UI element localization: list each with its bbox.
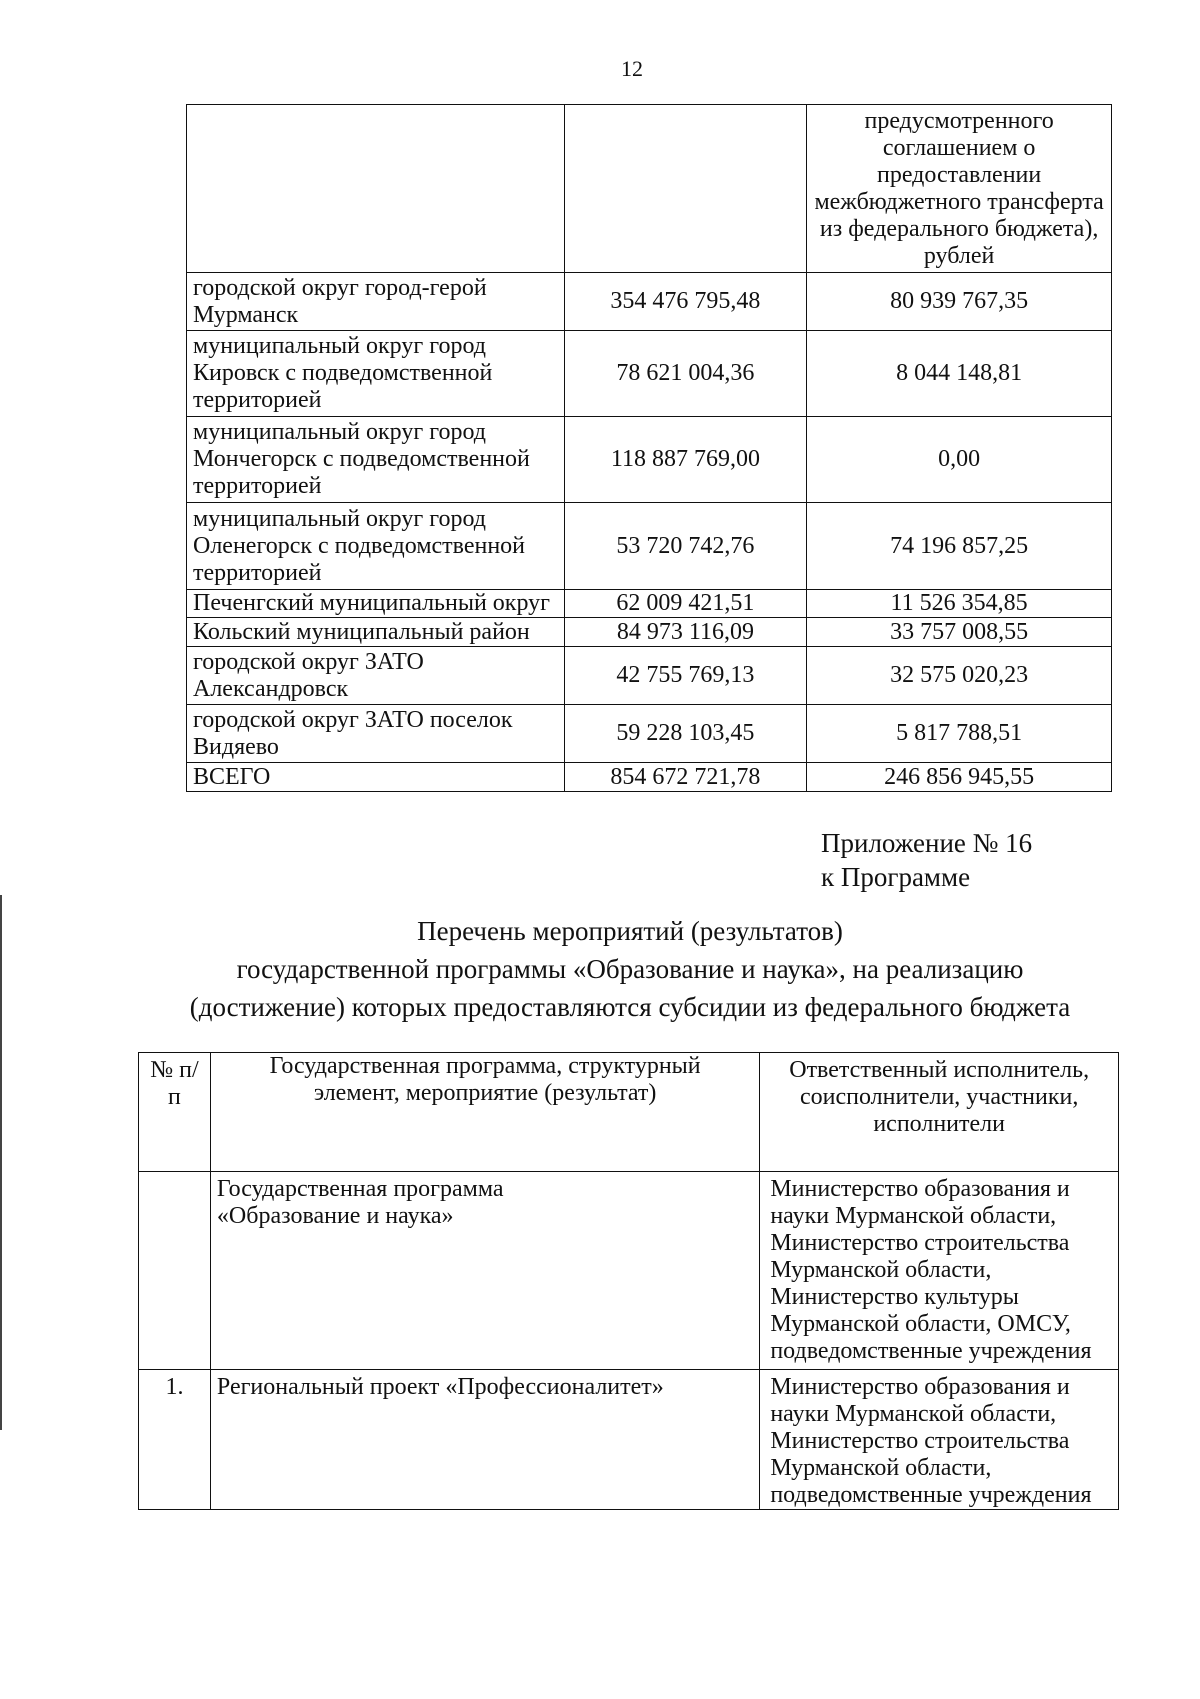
scan-artifact-line (0, 895, 2, 1430)
total-amount-2: 246 856 945,55 (807, 763, 1112, 792)
header-cell-empty (564, 105, 807, 273)
title-line: (достижение) которых предоставляются субсидии из федерального бюджета (189, 992, 1071, 1022)
total-amount-1: 854 672 721,78 (564, 763, 807, 792)
table-row (187, 618, 1112, 647)
municipality-name: городской округ ЗАТО Александровск (187, 647, 565, 705)
municipality-name: Печенгский муниципальный округ (187, 590, 565, 618)
page-number: 12 (621, 56, 643, 81)
activities-table (138, 1052, 1119, 1510)
municipality-name: муниципальный округ город Оленегорск с подведомственной территорией (187, 503, 565, 590)
appendix-number: Приложение № 16 (821, 828, 1033, 858)
amount-2: 80 939 767,35 (807, 273, 1112, 331)
title-line: Перечень мероприятий (результатов) (417, 916, 843, 946)
executors: Министерство образования и науки Мурманской области, Министерство строительства Мурманской области, подведомственные учреждения (760, 1370, 1119, 1510)
amount-2: 0,00 (807, 417, 1112, 503)
table-row (139, 1172, 1119, 1370)
header-number: № п/п (139, 1053, 211, 1172)
amount-2: 5 817 788,51 (807, 705, 1112, 763)
amount-1: 78 621 004,36 (564, 331, 807, 417)
header-cell: предусмотренного соглашением о предоставлении межбюджетного трансферта из федерального бюджета), рублей (807, 105, 1112, 273)
amount-1: 118 887 769,00 (564, 417, 807, 503)
appendix-reference: к Программе (821, 862, 971, 892)
amount-1: 53 720 742,76 (564, 503, 807, 590)
table-row (187, 590, 1112, 618)
municipality-name: городской округ город-герой Мурманск (187, 273, 565, 331)
municipality-name: муниципальный округ город Мончегорск с подведомственной территорией (187, 417, 565, 503)
table-row (187, 417, 1112, 503)
municipality-name: муниципальный округ город Кировск с подведомственной территорией (187, 331, 565, 417)
table-row (187, 331, 1112, 417)
amount-1: 84 973 116,09 (564, 618, 807, 647)
total-label: ВСЕГО (187, 763, 565, 792)
table-row (187, 503, 1112, 590)
municipality-name: Кольский муниципальный район (187, 618, 565, 647)
table-header-row (139, 1053, 1119, 1172)
amount-1: 59 228 103,45 (564, 705, 807, 763)
amount-1: 42 755 769,13 (564, 647, 807, 705)
title-line: государственной программы «Образование и наука», на реализацию (236, 954, 1024, 984)
municipality-name: городской округ ЗАТО поселок Видяево (187, 705, 565, 763)
amount-2: 32 575 020,23 (807, 647, 1112, 705)
appendix-label (821, 826, 1032, 894)
amount-1: 62 009 421,51 (564, 590, 807, 618)
table-row (187, 273, 1112, 331)
table-row (187, 705, 1112, 763)
total-row (187, 763, 1112, 792)
amount-1: 354 476 795,48 (564, 273, 807, 331)
table-header-row (187, 105, 1112, 273)
executors: Министерство образования и науки Мурманской области, Министерство строительства Мурманской области, Министерство культуры Мурманской области, ОМСУ, подведомственные учреждения (760, 1172, 1119, 1370)
table-row (139, 1370, 1119, 1510)
section-title (150, 912, 1110, 1026)
table-row (187, 647, 1112, 705)
header-program: Государственная программа, структурный элемент, мероприятие (результат) (210, 1053, 759, 1172)
program-name: Государственная программа «Образование и наука» (210, 1172, 759, 1370)
amount-2: 11 526 354,85 (807, 590, 1112, 618)
row-number (139, 1172, 211, 1370)
amount-2: 33 757 008,55 (807, 618, 1112, 647)
header-executor: Ответственный исполнитель, соисполнители, участники, исполнители (760, 1053, 1119, 1172)
amount-2: 8 044 148,81 (807, 331, 1112, 417)
header-cell-empty (187, 105, 565, 273)
subsidy-distribution-table (186, 104, 1112, 792)
amount-2: 74 196 857,25 (807, 503, 1112, 590)
program-name: Региональный проект «Профессионалитет» (210, 1370, 759, 1510)
row-number: 1. (139, 1370, 211, 1510)
